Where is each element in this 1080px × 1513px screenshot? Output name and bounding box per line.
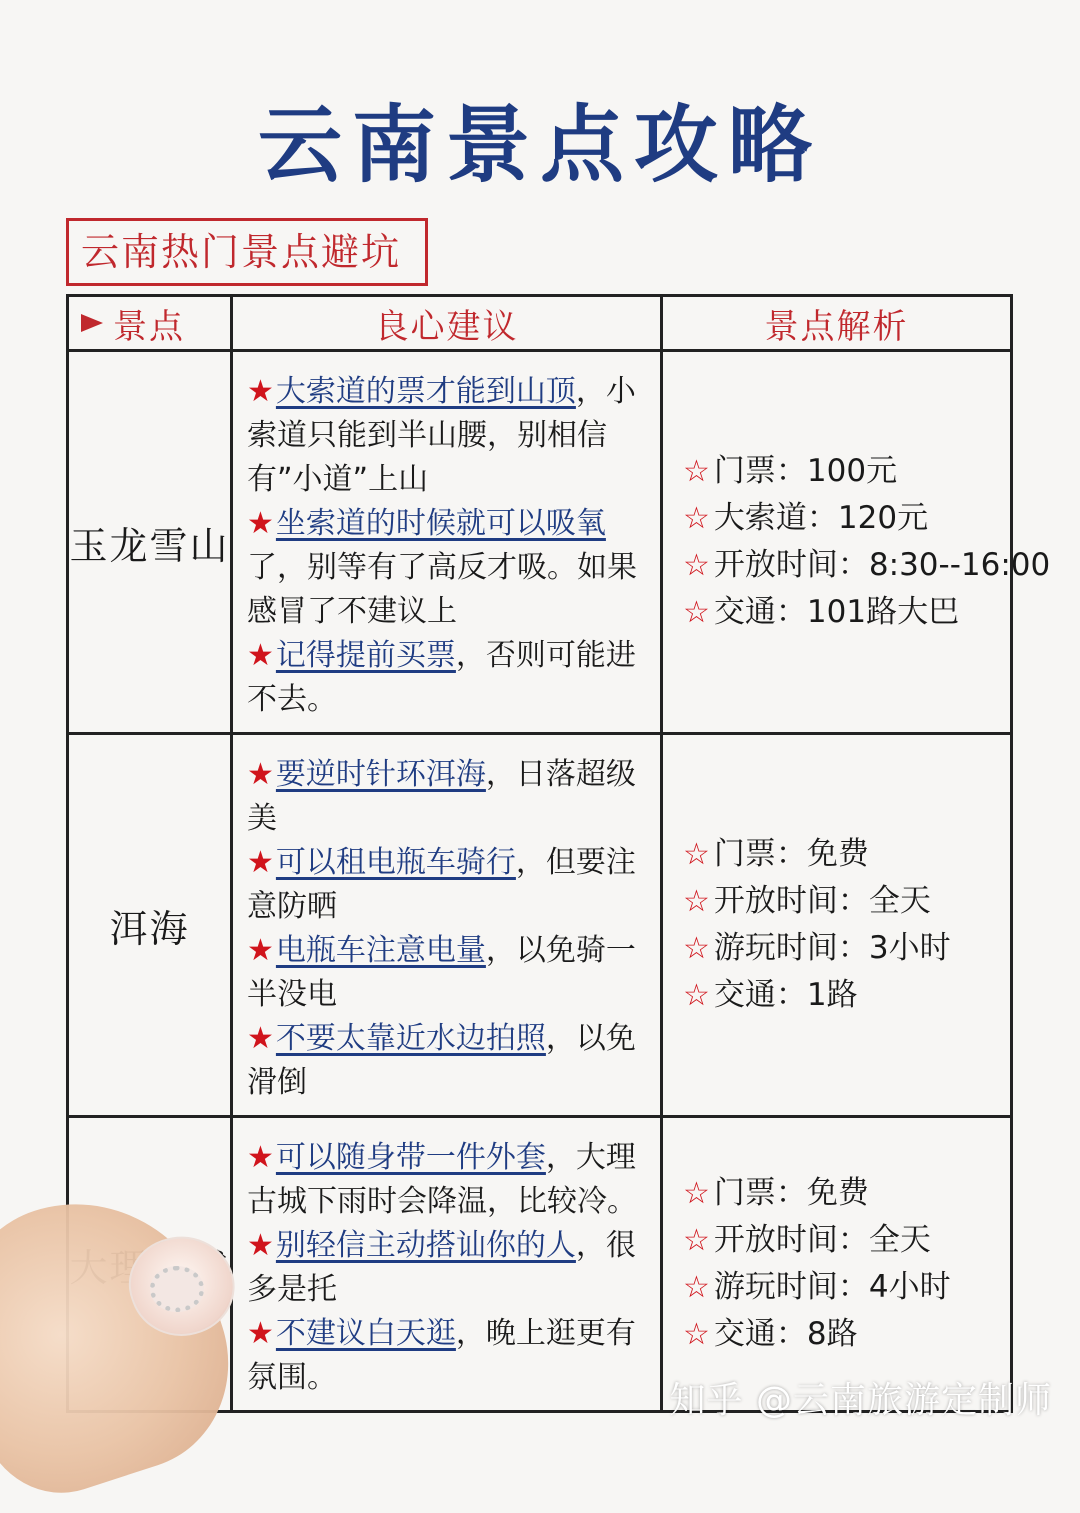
info-item: ☆ 交通：101路大巴 — [683, 594, 960, 630]
red-star-icon: ★ — [247, 757, 274, 792]
red-star-icon: ★ — [247, 506, 274, 541]
advice-cell — [232, 351, 662, 734]
tip-highlight: 记得提前买票 — [275, 638, 456, 673]
info-item: ☆ 门票：100元 — [683, 453, 898, 489]
info-item: ☆ 游玩时间：3小时 — [683, 930, 951, 966]
tip-item — [247, 1017, 650, 1105]
spot-name: 洱海 — [68, 734, 232, 1117]
red-star-icon: ★ — [247, 374, 274, 409]
outline-star-icon: ☆ — [683, 1317, 710, 1352]
tip-text: ，晚上逛更有氛围。 — [247, 1316, 636, 1395]
tip-highlight: 可以租电瓶车骑行 — [275, 845, 516, 880]
header-spot: 景点 — [68, 296, 232, 351]
table-header-row — [68, 296, 1012, 351]
tip-item — [247, 1312, 650, 1400]
info-item: ☆ 门票：免费 — [683, 1175, 869, 1211]
info-cell — [662, 734, 1012, 1117]
outline-star-icon: ☆ — [683, 595, 710, 630]
outline-star-icon: ☆ — [683, 931, 710, 966]
info-item: ☆ 开放时间：8:30--16:00 — [683, 547, 1051, 583]
tip-highlight: 坐索道的时候就可以吸氧 — [275, 506, 606, 541]
watermark: 知乎 @云南旅游定制师 — [669, 1380, 1052, 1421]
tip-highlight: 电瓶车注意电量 — [275, 933, 486, 968]
tip-item — [247, 502, 650, 634]
flag-icon — [81, 314, 103, 332]
red-star-icon: ★ — [247, 638, 274, 673]
info-item: ☆ 游玩时间：4小时 — [683, 1269, 951, 1305]
outline-star-icon: ☆ — [683, 1176, 710, 1211]
table-row — [68, 351, 1012, 734]
outline-star-icon: ☆ — [683, 1270, 710, 1305]
outline-star-icon: ☆ — [683, 501, 710, 536]
info-item: ☆ 开放时间：全天 — [683, 883, 931, 919]
info-item: ☆ 交通：1路 — [683, 977, 858, 1013]
tip-text: ，否则可能进不去。 — [247, 638, 636, 717]
outline-star-icon: ☆ — [683, 837, 710, 872]
info-cell — [662, 351, 1051, 734]
tip-text: ，但要注意防晒 — [247, 845, 636, 924]
outline-star-icon: ☆ — [683, 1223, 710, 1258]
nail-gem-decoration — [150, 1266, 204, 1312]
tip-text: ，以免滑倒 — [247, 1021, 636, 1100]
advice-cell — [232, 734, 662, 1117]
info-item: ☆ 门票：免费 — [683, 836, 869, 872]
table-row — [68, 734, 1012, 1117]
tip-item — [247, 753, 650, 841]
tip-highlight: 别轻信主动搭讪你的人 — [275, 1228, 576, 1263]
outline-star-icon: ☆ — [683, 884, 710, 919]
red-star-icon: ★ — [247, 1140, 274, 1175]
tip-item — [247, 929, 650, 1017]
tip-item — [247, 634, 650, 722]
advice-cell — [232, 1117, 662, 1412]
red-star-icon: ★ — [247, 1316, 274, 1351]
tip-highlight: 不要太靠近水边拍照 — [275, 1021, 546, 1056]
tip-item — [247, 1224, 650, 1312]
red-star-icon: ★ — [247, 845, 274, 880]
info-item: ☆ 大索道：120元 — [683, 500, 929, 536]
red-star-icon: ★ — [247, 1021, 274, 1056]
header-advice: 良心建议 — [232, 296, 662, 351]
info-item: ☆ 开放时间：全天 — [683, 1222, 931, 1258]
outline-star-icon: ☆ — [683, 454, 710, 489]
tip-highlight: 要逆时针环洱海 — [275, 757, 486, 792]
tip-highlight: 大索道的票才能到山顶 — [275, 374, 576, 409]
tip-item — [247, 370, 650, 502]
tip-text: ，以免骑一半没电 — [247, 933, 636, 1012]
tip-item — [247, 841, 650, 929]
outline-star-icon: ☆ — [683, 978, 710, 1013]
tip-item — [247, 1136, 650, 1224]
tip-highlight: 不建议白天逛 — [275, 1316, 456, 1351]
tip-text: ，很多是托 — [247, 1228, 636, 1307]
tip-text: 了，别等有了高反才吸。如果感冒了不建议上 — [247, 550, 637, 629]
tip-text: ，日落超级美 — [247, 757, 636, 836]
section-tag: 云南热门景点避坑 — [66, 218, 428, 286]
tip-highlight: 可以随身带一件外套 — [275, 1140, 546, 1175]
tip-text: ，大理古城下雨时会降温，比较冷。 — [247, 1140, 637, 1219]
spot-name: 玉龙雪山 — [68, 351, 232, 734]
info-cell — [662, 1117, 1012, 1412]
header-analysis: 景点解析 — [662, 296, 1012, 351]
info-item: ☆ 交通：8路 — [683, 1316, 858, 1352]
red-star-icon: ★ — [247, 933, 274, 968]
outline-star-icon: ☆ — [683, 548, 710, 583]
tip-text: ，小索道只能到半山腰，别相信有”小道”上山 — [247, 374, 636, 497]
red-star-icon: ★ — [247, 1228, 274, 1263]
page-title: 云南景点攻略 — [257, 96, 822, 194]
